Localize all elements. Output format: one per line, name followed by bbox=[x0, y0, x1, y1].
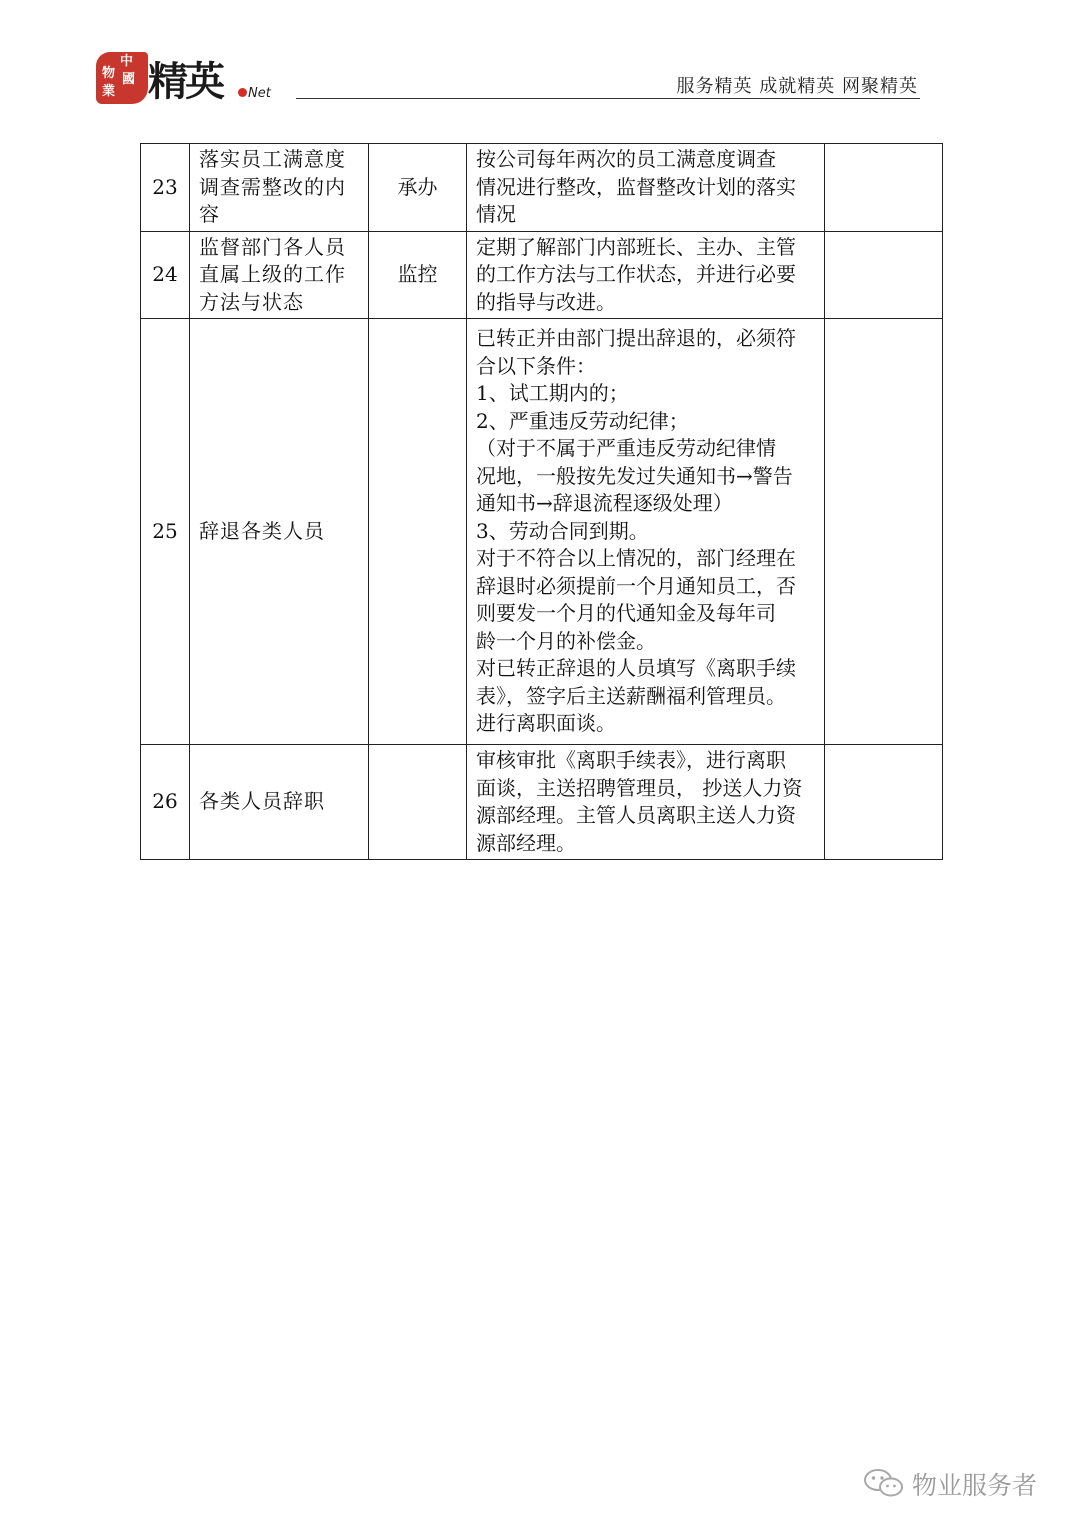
table-body bbox=[141, 144, 943, 860]
header-rule bbox=[296, 98, 920, 99]
table-row bbox=[141, 745, 943, 860]
seal-char: 國 bbox=[122, 72, 136, 87]
duty-role: 承办 bbox=[369, 144, 467, 232]
description-line: 进行离职面谈。 bbox=[476, 711, 616, 736]
logo-seal bbox=[96, 52, 148, 104]
row-number: 25 bbox=[141, 319, 190, 745]
description-line: （对于不属于严重违反劳动纪律情 bbox=[476, 436, 776, 461]
description-line: 2、严重违反劳动纪律； bbox=[476, 408, 689, 433]
duty-role bbox=[369, 319, 467, 745]
duty-description bbox=[467, 231, 825, 319]
logo-suffix: Net bbox=[248, 86, 271, 101]
description-line: 合以下条件： bbox=[476, 353, 596, 378]
description-line: 龄一个月的补偿金。 bbox=[476, 628, 656, 653]
duty-description bbox=[467, 745, 825, 860]
description-line: 的指导与改进。 bbox=[476, 289, 616, 314]
seal-char: 中 bbox=[120, 54, 134, 69]
seal-char: 業 bbox=[102, 84, 116, 99]
description-line: 辞退时必须提前一个月通知员工，否 bbox=[476, 573, 796, 598]
description-line: 情况进行整改，监督整改计划的落实 bbox=[476, 174, 796, 199]
description-line: 则要发一个月的代通知金及每年司 bbox=[476, 601, 776, 626]
duty-remark bbox=[825, 231, 943, 319]
description-line: 的工作方法与工作状态，并进行必要 bbox=[476, 262, 796, 286]
duty-item: 辞退各类人员 bbox=[190, 319, 369, 745]
table-row bbox=[141, 319, 943, 745]
duty-remark bbox=[825, 319, 943, 745]
page-header bbox=[0, 0, 1080, 120]
duty-role: 监控 bbox=[369, 231, 467, 319]
logo-wordmark: 精英 bbox=[148, 59, 222, 105]
description-line: 1、试工期内的； bbox=[476, 381, 629, 406]
site-logo bbox=[96, 48, 306, 110]
description-line: 对已转正辞退的人员填写《离职手续 bbox=[476, 656, 796, 681]
description-line: 已转正并由部门提出辞退的，必须符 bbox=[476, 326, 796, 351]
seal-char: 物 bbox=[102, 66, 116, 81]
description-line: 按公司每年两次的员工满意度调查 bbox=[476, 147, 776, 171]
duty-remark bbox=[825, 144, 943, 232]
duty-item: 监督部门各人员直属上级的工作方法与状态 bbox=[190, 231, 369, 319]
description-line: 面谈，主送招聘管理员， 抄送人力资 bbox=[476, 775, 803, 800]
description-line: 源部经理。主管人员离职主送人力资 bbox=[476, 803, 796, 827]
watermark bbox=[862, 1462, 1062, 1502]
duty-role bbox=[369, 745, 467, 860]
description-line: 表》，签字后主送薪酬福利管理员。 bbox=[476, 683, 786, 708]
description-line: 情况 bbox=[476, 202, 516, 226]
table-row bbox=[141, 144, 943, 232]
duties-table bbox=[140, 143, 943, 860]
row-number: 26 bbox=[141, 745, 190, 860]
duty-description bbox=[467, 144, 825, 232]
duty-item: 落实员工满意度调查需整改的内容 bbox=[190, 144, 369, 232]
duty-remark bbox=[825, 745, 943, 860]
duty-description bbox=[467, 319, 825, 745]
row-number: 24 bbox=[141, 231, 190, 319]
description-line: 况地，一般按先发过失通知书→警告 bbox=[476, 463, 793, 488]
row-number: 23 bbox=[141, 144, 190, 232]
watermark-text: 物业服务者 bbox=[912, 1471, 1038, 1500]
description-line: 源部经理。 bbox=[476, 830, 576, 855]
table-row bbox=[141, 231, 943, 319]
duty-item: 各类人员辞职 bbox=[190, 745, 369, 860]
description-line: 定期了解部门内部班长、主办、主管 bbox=[476, 234, 796, 259]
description-line: 3、劳动合同到期。 bbox=[476, 518, 649, 543]
description-line: 对于不符合以上情况的，部门经理在 bbox=[476, 546, 796, 571]
wechat-icon bbox=[862, 1468, 906, 1498]
description-line: 审核审批《离职手续表》，进行离职 bbox=[476, 748, 786, 772]
logo-dot bbox=[238, 88, 247, 97]
description-line: 通知书→辞退流程逐级处理） bbox=[476, 491, 733, 516]
header-slogan: 服务精英 成就精英 网聚精英 bbox=[676, 76, 918, 97]
